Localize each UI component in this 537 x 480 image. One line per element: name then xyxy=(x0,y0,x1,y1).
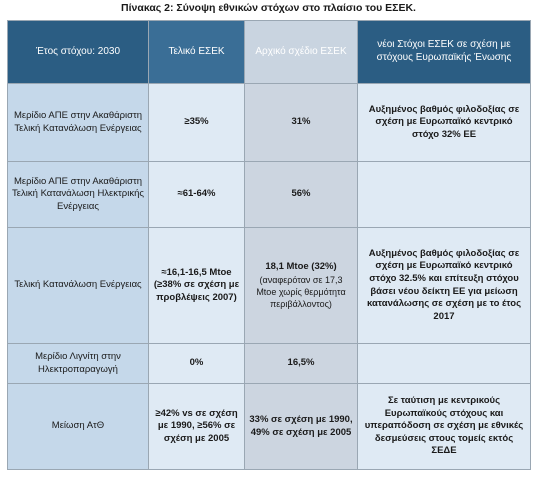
row-label: Μείωση ΑτΘ xyxy=(8,384,149,470)
final-value: 0% xyxy=(149,344,245,384)
header-initial-draft: Αρχικό σχέδιο ΕΣΕΚ xyxy=(245,21,358,84)
comparison-note: Αυξημένος βαθμός φιλοδοξίας σε σχέση με Ευρωπαϊκό κεντρικό στόχο 32% ΕΕ xyxy=(358,84,531,162)
table-row xyxy=(8,228,531,344)
header-row xyxy=(8,21,531,84)
table-row xyxy=(8,162,531,228)
initial-value: 33% σε σχέση με 1990, 49% σε σχέση με 2005 xyxy=(245,384,358,470)
row-label: Μερίδιο ΑΠΕ στην Ακαθάριστη Τελική Κατανάλωση Ενέργειας xyxy=(8,84,149,162)
initial-value-cell xyxy=(245,228,358,344)
final-value: ≈16,1-16,5 Mtoe (≥38% σε σχέση με προβλέψεις 2007) xyxy=(149,228,245,344)
header-target-year: Έτος στόχου: 2030 xyxy=(8,21,149,84)
targets-table xyxy=(7,20,531,470)
final-value: ≥42% vs σε σχέση με 1990, ≥56% σε σχέση με 2005 xyxy=(149,384,245,470)
table-row xyxy=(8,84,531,162)
header-final-plan: Τελικό ΕΣΕΚ xyxy=(149,21,245,84)
initial-value-note: (αναφερόταν σε 17,3 Mtoe χωρίς θερμότητα περιβάλλοντος) xyxy=(256,274,346,309)
row-label: Τελική Κατανάλωση Ενέργειας xyxy=(8,228,149,344)
final-value: ≈61-64% xyxy=(149,162,245,228)
comparison-note xyxy=(358,162,531,228)
comparison-note: Αυξημένος βαθμός φιλοδοξίας σε σχέση με Ευρωπαϊκό κεντρικό στόχο 32.5% και επίτευξη στόχου βάσει νέου δείκτη ΕΕ για μείωση κατανάλωσης σε σχέση με το έτος 2017 xyxy=(358,228,531,344)
table-row xyxy=(8,384,531,470)
initial-value: 16,5% xyxy=(245,344,358,384)
row-label: Μερίδιο Λιγνίτη στην Ηλεκτροπαραγωγή xyxy=(8,344,149,384)
comparison-note: Σε ταύτιση με κεντρικούς Ευρωπαϊκούς στόχους και υπεραπόδοση σε σχέση με εθνικές δεσμεύσεις στους τομείς εκτός ΣΕΔΕ xyxy=(358,384,531,470)
initial-value: 18,1 Mtoe (32%) xyxy=(265,261,337,273)
final-value: ≥35% xyxy=(149,84,245,162)
header-eu-comparison: νέοι Στόχοι ΕΣΕΚ σε σχέση με στόχους Ευρωπαϊκής Ένωσης xyxy=(358,21,531,84)
initial-value: 31% xyxy=(245,84,358,162)
row-label: Μερίδιο ΑΠΕ στην Ακαθάριστη Τελική Κατανάλωση Ηλεκτρικής Ενέργειας xyxy=(8,162,149,228)
table-caption: Πίνακας 2: Σύνοψη εθνικών στόχων στο πλαίσιο του ΕΣΕΚ. xyxy=(121,2,416,14)
table-row xyxy=(8,344,531,384)
comparison-note xyxy=(358,344,531,384)
initial-value: 56% xyxy=(245,162,358,228)
